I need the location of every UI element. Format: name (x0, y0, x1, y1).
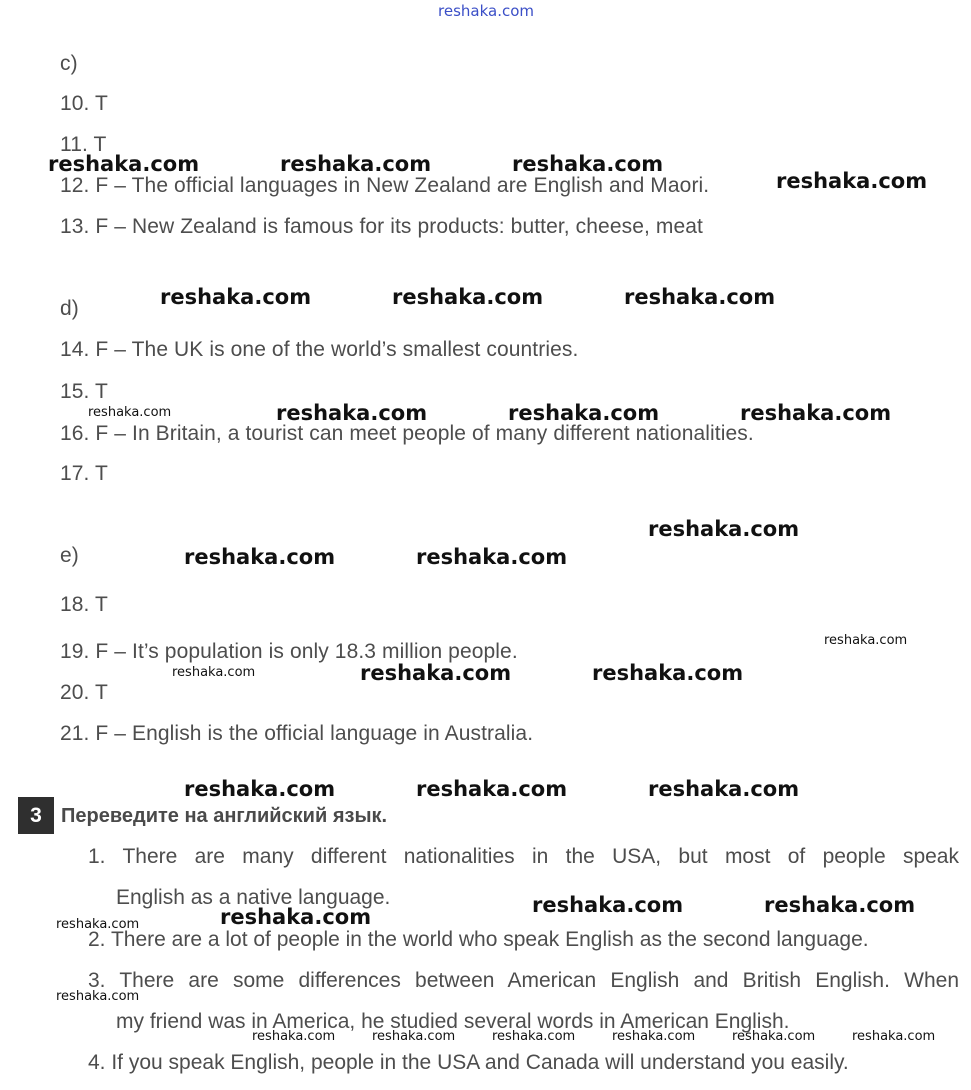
answer-20: 20. T (60, 681, 108, 704)
watermark: reshaka.com (776, 169, 928, 193)
watermark: reshaka.com (416, 777, 568, 801)
answer-17: 17. T (60, 462, 108, 485)
watermark: reshaka.com (360, 661, 512, 685)
answer-13: 13. F – New Zealand is famous for its products: butter, cheese, meat (60, 215, 703, 238)
answer-14: 14. F – The UK is one of the world’s smallest countries. (60, 338, 579, 361)
watermark-small: reshaka.com (372, 1029, 456, 1044)
watermark-small: reshaka.com (732, 1029, 816, 1044)
answer-10: 10. T (60, 92, 108, 115)
answer-11: 11. T (60, 133, 107, 156)
watermark: reshaka.com (280, 152, 432, 176)
section-e-label: e) (60, 544, 79, 567)
watermark-small: reshaka.com (612, 1029, 696, 1044)
watermark: reshaka.com (184, 777, 336, 801)
top-watermark: reshaka.com (438, 2, 534, 20)
watermark: reshaka.com (512, 152, 664, 176)
watermark: reshaka.com (648, 517, 800, 541)
watermark-small: reshaka.com (88, 405, 172, 420)
watermark: reshaka.com (764, 893, 916, 917)
section-d-label: d) (60, 297, 79, 320)
watermark: reshaka.com (276, 401, 428, 425)
section-c-label: c) (60, 52, 78, 75)
watermark: reshaka.com (532, 893, 684, 917)
watermark: reshaka.com (416, 545, 568, 569)
watermark-small: reshaka.com (824, 633, 908, 648)
translation-2: 2. There are a lot of people in the world who speak English as the second language. (88, 928, 869, 951)
watermark: reshaka.com (48, 152, 200, 176)
watermark-small: reshaka.com (252, 1029, 336, 1044)
watermark-small: reshaka.com (56, 917, 140, 932)
answer-19: 19. F – It’s population is only 18.3 million people. (60, 640, 518, 663)
answer-15: 15. T (60, 380, 108, 403)
watermark: reshaka.com (184, 545, 336, 569)
translation-1: 1. There are many different nationalities in the USA, but most of people speak (88, 845, 959, 868)
watermark-small: reshaka.com (56, 989, 140, 1004)
exercise-number-badge: 3 (18, 797, 54, 834)
watermark: reshaka.com (592, 661, 744, 685)
answer-18: 18. T (60, 593, 108, 616)
exercise-title: Переведите на английский язык. (61, 805, 388, 827)
watermark: reshaka.com (220, 905, 372, 929)
watermark: reshaka.com (392, 285, 544, 309)
watermark-small: reshaka.com (492, 1029, 576, 1044)
watermark: reshaka.com (648, 777, 800, 801)
translation-3-cont: my friend was in America, he studied several words in American English. (116, 1010, 790, 1033)
watermark: reshaka.com (160, 285, 312, 309)
translation-4: 4. If you speak English, people in the USA and Canada will understand you easily. (88, 1051, 849, 1074)
translation-1-cont: English as a native language. (116, 886, 391, 909)
translation-3: 3. There are some differences between American English and British English. When (88, 969, 959, 992)
watermark-small: reshaka.com (852, 1029, 936, 1044)
watermark: reshaka.com (508, 401, 660, 425)
watermark-small: reshaka.com (172, 665, 256, 680)
answer-21: 21. F – English is the official language in Australia. (60, 722, 534, 745)
watermark: reshaka.com (624, 285, 776, 309)
answer-16: 16. F – In Britain, a tourist can meet people of many different nationalities. (60, 422, 754, 445)
answer-12: 12. F – The official languages in New Zealand are English and Maori. (60, 174, 710, 197)
watermark: reshaka.com (740, 401, 892, 425)
